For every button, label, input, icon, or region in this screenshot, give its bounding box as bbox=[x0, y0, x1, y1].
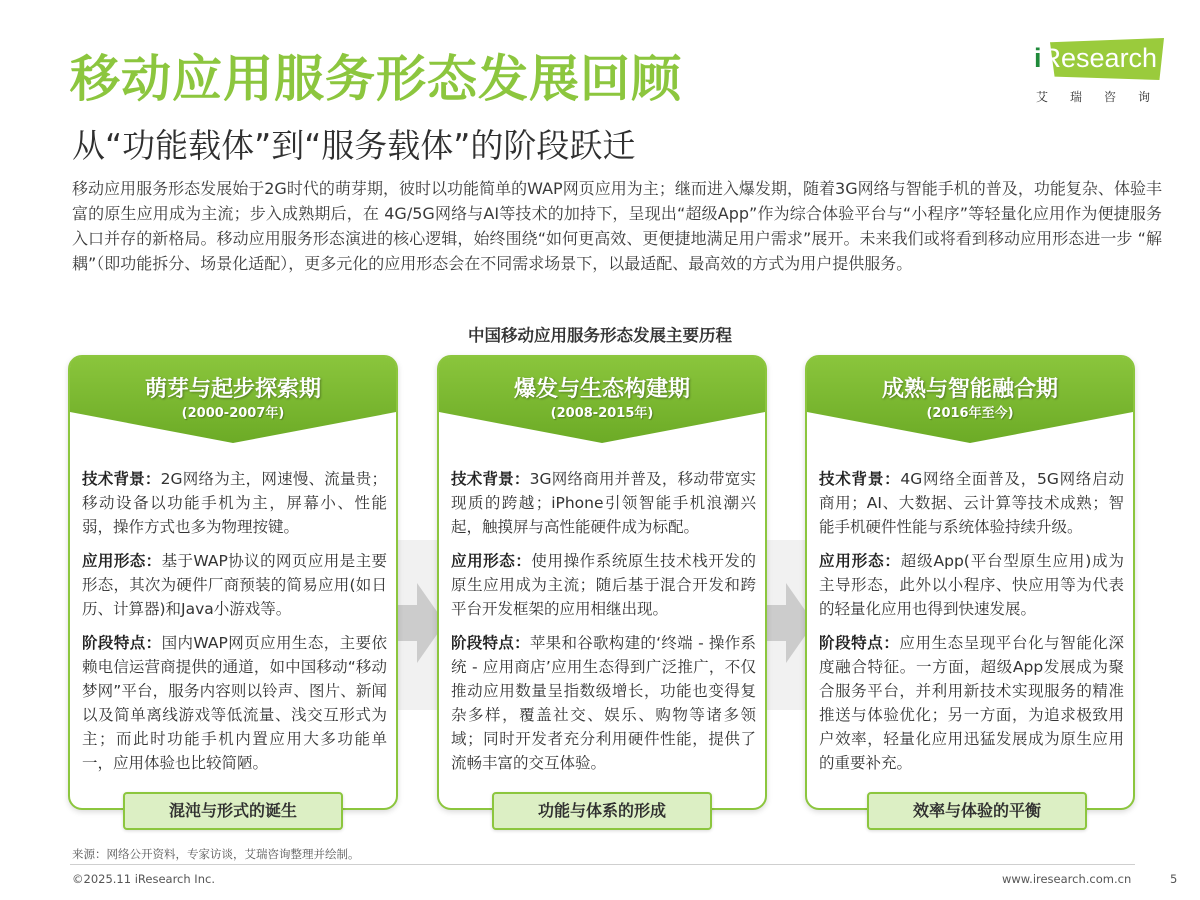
section-label: 阶段特点： bbox=[451, 634, 530, 652]
stage-name: 成熟与智能融合期 bbox=[881, 377, 1058, 402]
stage-card bbox=[437, 355, 767, 810]
stage-section bbox=[82, 631, 387, 775]
stage-period: (2008-2015年) bbox=[550, 406, 654, 421]
section-text: 3G网络商用并普及，移动带宽实现质的跨越；iPhone引领智能手机浪潮兴起，触摸屏与高性能硬件成为标配。 bbox=[451, 470, 756, 536]
stage-section bbox=[82, 549, 387, 621]
stage-section bbox=[819, 549, 1124, 621]
stage-section bbox=[819, 631, 1124, 775]
section-label: 应用形态： bbox=[819, 552, 901, 570]
logo-tagline: 艾瑞咨询 bbox=[1036, 90, 1173, 104]
stage-card bbox=[68, 355, 398, 810]
stage-name: 萌芽与起步探索期 bbox=[144, 377, 321, 402]
stage-tag: 效率与体验的平衡 bbox=[867, 792, 1087, 830]
stage-tag: 功能与体系的形成 bbox=[492, 792, 712, 830]
section-text: 2G网络为主，网速慢、流量贵；移动设备以功能手机为主，屏幕小、性能弱，操作方式也多为物理按键。 bbox=[82, 470, 387, 536]
page-number: 5 bbox=[1170, 872, 1178, 886]
stage-body bbox=[451, 467, 756, 785]
diagram-title: 中国移动应用服务形态发展主要历程 bbox=[468, 326, 732, 345]
source-note: 来源：网络公开资料，专家访谈，艾瑞咨询整理并绘制。 bbox=[72, 847, 360, 861]
section-text: 基于WAP协议的网页应用是主要形态，其次为硬件厂商预装的简易应用(如日历、计算器)和Java小游戏等。 bbox=[82, 552, 387, 618]
section-text: 超级App(平台型原生应用)成为主导形态，此外以小程序、快应用等为代表的轻量化应用也得到快速发展。 bbox=[819, 552, 1124, 618]
intro-paragraph: 移动应用服务形态发展始于2G时代的萌芽期，彼时以功能简单的WAP网页应用为主；继而进入爆发期，随着3G网络与智能手机的普及，功能复杂、体验丰富的原生应用成为主流；步入成熟期后，在 4G/5G网络与AI等技术的加持下，呈现出“超级App”作为综合体验平台与“小程序”等轻量化应用作为便捷服务入口并存的新格局。移动应用服务形态演进的核心逻辑，始终围绕“如何更高效、更便捷地满足用户需求”展开。未来我们或将看到移动应用形态进一步 “解耦”（即功能拆分、场景化适配），更多元化的应用形态会在不同需求场景下，以最适配、最高效的方式为用户提供服务。 bbox=[72, 179, 1162, 273]
stage-section bbox=[451, 631, 756, 775]
section-label: 技术背景： bbox=[451, 470, 530, 488]
stage-card bbox=[805, 355, 1135, 810]
stage-section bbox=[451, 549, 756, 621]
section-text: 国内WAP网页应用生态，主要依赖电信运营商提供的通道，如中国移动“移动梦网”平台，服务内容则以铃声、图片、新闻以及简单离线游戏等低流量、浅交互形式为主；而此时功能手机内置应用大多功能单一，应用体验也比较简陋。 bbox=[82, 634, 387, 772]
section-text: 应用生态呈现平台化与智能化深度融合特征。一方面，超级App发展成为聚合服务平台，并利用新技术实现服务的精准推送与体验优化；另一方面，为追求极致用户效率，轻量化应用迅猛发展成为原生应用的重要补充。 bbox=[819, 634, 1124, 772]
page-title: 移动应用服务形态发展回顾 bbox=[70, 50, 682, 108]
section-text: 使用操作系统原生技术栈开发的原生应用成为主流；随后基于混合开发和跨平台开发框架的应用相继出现。 bbox=[451, 552, 756, 618]
page-subtitle: 从“功能载体”到“服务载体”的阶段跃迁 bbox=[72, 126, 636, 165]
section-text: 苹果和谷歌构建的‘终端 - 操作系统 - 应用商店’应用生态得到广泛推广，不仅推动应用数量呈指数级增长，功能也变得复杂多样，覆盖社交、娱乐、购物等诸多领域；同时开发者充分利用硬件性能，提供了流畅丰富的交互体验。 bbox=[451, 634, 756, 772]
website-link[interactable]: www.iresearch.com.cn bbox=[1002, 872, 1132, 886]
copyright: ©2025.11 iResearch Inc. bbox=[72, 872, 215, 886]
stage-period: (2016年至今) bbox=[926, 406, 1014, 421]
section-label: 应用形态： bbox=[82, 552, 162, 570]
section-text: 4G网络全面普及，5G网络启动商用；AI、大数据、云计算等技术成熟；智能手机硬件性能与系统体验持续升级。 bbox=[819, 470, 1124, 536]
section-label: 技术背景： bbox=[819, 470, 901, 488]
stage-section bbox=[82, 467, 387, 539]
stage-period: (2000-2007年) bbox=[181, 406, 285, 421]
section-label: 技术背景： bbox=[82, 470, 161, 488]
stage-body bbox=[819, 467, 1124, 785]
stage-section bbox=[451, 467, 756, 539]
section-label: 应用形态： bbox=[451, 552, 532, 570]
logo-wordmark: iResearch bbox=[1034, 43, 1158, 73]
section-label: 阶段特点： bbox=[819, 634, 900, 652]
stage-name: 爆发与生态构建期 bbox=[513, 377, 690, 402]
stage-section bbox=[819, 467, 1124, 539]
stage-body bbox=[82, 467, 387, 785]
section-label: 阶段特点： bbox=[82, 634, 162, 652]
iresearch-logo bbox=[1030, 38, 1173, 108]
footer-divider bbox=[70, 864, 1135, 865]
stage-tag: 混沌与形式的诞生 bbox=[123, 792, 343, 830]
